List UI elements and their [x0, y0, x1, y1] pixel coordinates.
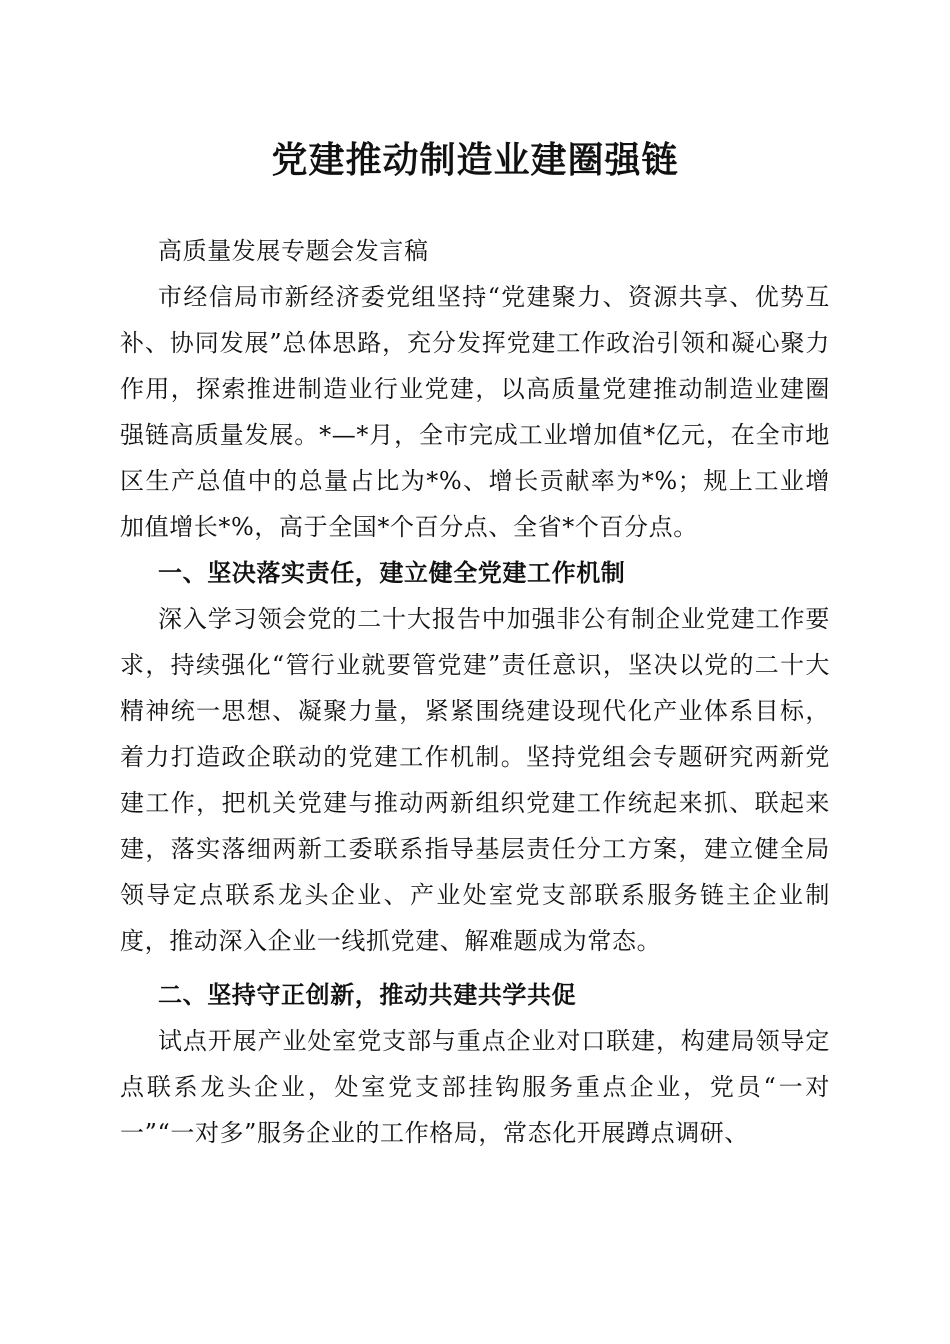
- section-2-paragraph: 试点开展产业处室党支部与重点企业对口联建，构建局领导定点联系龙头企业，处室党支部挂钩服务重点企业，党员“一对一”“一对多”服务企业的工作格局，常态化开展蹲点调研、: [120, 1027, 830, 1147]
- document-subtitle: 高质量发展专题会发言稿: [158, 237, 429, 265]
- document-title: 党建推动制造业建圈强链: [271, 139, 679, 181]
- intro-paragraph: 市经信局市新经济委党组坚持“党建聚力、资源共享、优势互补、协同发展”总体思路，充分发挥党建工作政治引领和凝心聚力作用，探索推进制造业行业党建，以高质量党建推动制造业建圈强链高质量发展。*—*月，全市完成工业增加值*亿元，在全市地区生产总值中的总量占比为*%、增长贡献率为*%；规上工业增加值增长*%，高于全国*个百分点、全省*个百分点。: [120, 283, 830, 541]
- section-1-heading: 一、坚决落实责任，建立健全党建工作机制: [158, 559, 626, 587]
- section-1-paragraph: 深入学习领会党的二十大报告中加强非公有制企业党建工作要求，持续强化“管行业就要管党建”责任意识，坚决以党的二十大精神统一思想、凝聚力量，紧紧围绕建设现代化产业体系目标，着力打造政企联动的党建工作机制。坚持党组会专题研究两新党建工作，把机关党建与推动两新组织党建工作统起来抓、联起来建，落实落细两新工委联系指导基层责任分工方案，建立健全局领导定点联系龙头企业、产业处室党支部联系服务链主企业制度，推动深入企业一线抓党建、解难题成为常态。: [120, 605, 830, 955]
- document-body: [120, 228, 830, 1156]
- section-2-heading: 二、坚持守正创新，推动共建共学共促: [158, 981, 577, 1009]
